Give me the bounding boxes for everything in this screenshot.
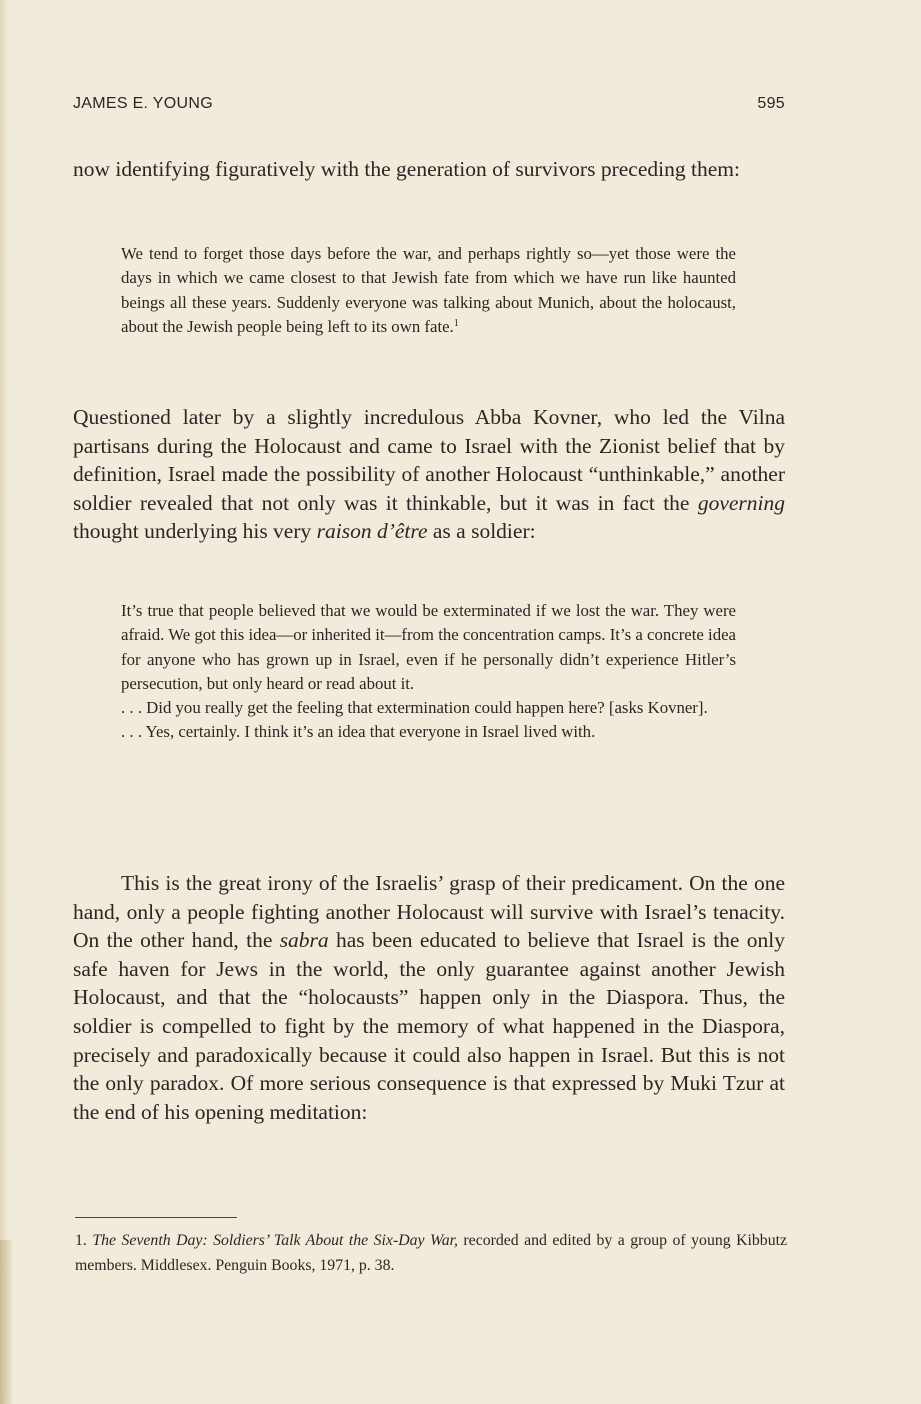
block-quote-1-text bbox=[121, 242, 736, 339]
footnote-1 bbox=[75, 1229, 787, 1278]
paragraph-2-text-b: thought underlying his very bbox=[73, 519, 317, 544]
page-number: 595 bbox=[757, 95, 785, 112]
emphasis-sabra: sabra bbox=[279, 928, 329, 953]
block-quote-1-body: We tend to forget those days before the war, and perhaps rightly so—yet those were the days in which we came closest to that Jewish fate from which we have run like haunted beings all these years. Suddenly everyone was talking about Munich, about the holocaust, about the Jewish people being left to its own fate. bbox=[121, 244, 736, 336]
emphasis-governing: governing bbox=[697, 490, 785, 515]
footnote-number: 1. bbox=[75, 1232, 87, 1249]
block-quote-2-part-1: It’s true that people believed that we would be exterminated if we lost the war. They were afraid. We got this idea—or inherited it—from the concentration camps. It’s a concrete idea for anyone who has grown up in Israel, even if he personally didn’t experience Hitler’s persecution, but only heard or read about it. bbox=[121, 601, 736, 693]
paragraph-2-text-a: Questioned later by a slightly incredulous Abba Kovner, who led the Vilna partisans during the Holocaust and came to Israel with the Zionist belief that by definition, Israel made the possibility of another Holocaust “unthinkable,” another soldier revealed that not only was it thinkable, but it was in fact the bbox=[73, 405, 785, 515]
paragraph-3-text-b: has been educated to believe that Israel is the only safe haven for Jews in the world, the only guarantee against another Jewish Holocaust, and that the “holocausts” happen only in the Diaspora. Thus, the soldier is compelled to fight by the memory of what happened in the Diaspora, precisely and paradoxically because it could also happen in Israel. But this is not the only paradox. Of more serious consequence is that expressed by Muki Tzur at the end of his opening meditation: bbox=[73, 928, 785, 1124]
paragraph-1 bbox=[73, 155, 785, 184]
paragraph-3-text-a: This is the great irony of the Israelis’ grasp of their predicament. On the one hand, only a people fighting another Holocaust will survive with Israel’s tenacity. On the other hand, the bbox=[73, 871, 785, 953]
page-edge-shadow bbox=[0, 0, 9, 1404]
footnote-text: recorded and edited by a group of young Kibbutz members. Middlesex. Penguin Books, 1971, p. 38. bbox=[75, 1232, 787, 1274]
footnote-reference[interactable]: 1 bbox=[453, 317, 459, 329]
emphasis-raison-detre: raison d’être bbox=[316, 519, 428, 544]
paragraph-2 bbox=[73, 403, 785, 546]
block-quote-2-part-2: . . . Did you really get the feeling that extermination could happen here? [asks Kovner]. bbox=[121, 698, 708, 718]
block-quote-2 bbox=[121, 599, 736, 745]
paragraph-3 bbox=[73, 869, 785, 1126]
footnote-divider bbox=[75, 1217, 237, 1218]
footnote-title: The Seventh Day: Soldiers’ Talk About the Six-Day War, bbox=[92, 1232, 458, 1249]
paragraph-1-text: now identifying figuratively with the generation of survivors preceding them: bbox=[73, 157, 740, 181]
block-quote-2-part-3: . . . Yes, certainly. I think it’s an idea that everyone in Israel lived with. bbox=[121, 722, 596, 742]
block-quote-1 bbox=[121, 242, 736, 339]
author-name: JAMES E. YOUNG bbox=[73, 95, 213, 112]
page-edge-shadow-bottom bbox=[0, 1240, 14, 1404]
paragraph-2-text-c: as a soldier: bbox=[427, 519, 536, 544]
